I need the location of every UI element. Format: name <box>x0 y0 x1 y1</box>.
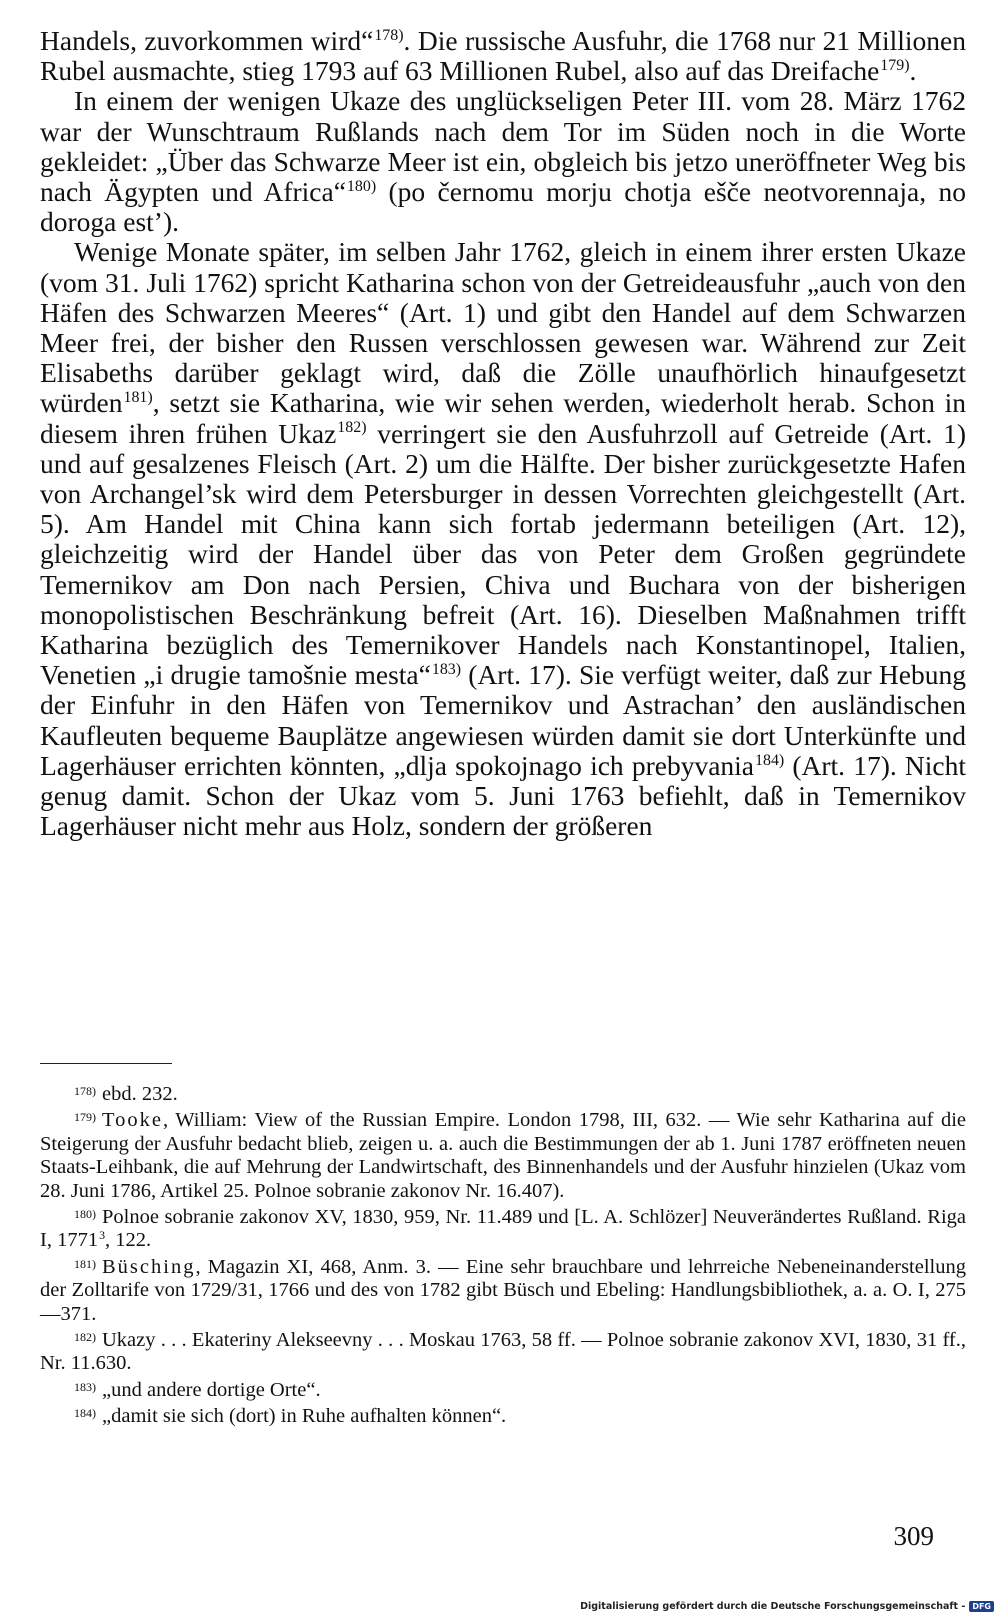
footnote-number: 180) <box>74 1207 96 1222</box>
footnote-ref: 179) <box>880 57 910 75</box>
text-run: Polnoe sobranie zakonov XV, 1830, 959, Nr. 11.489 und [L. A. Schlözer] Neuverändertes Rußland. Riga I, 1771 <box>40 1206 966 1252</box>
author-name: Tooke <box>102 1109 163 1132</box>
footnote <box>40 1253 966 1326</box>
text-run: , Magazin XI, 468, Anm. 3. — Eine sehr brauchbare und lehrreiche Nebeneinanderstellung der Zolltarife von 1729/31, 1766 und des von 1782 gibt Büsch und Ebeling: Handlungsbibliothek, a. a. O. I, 275—371. <box>40 1255 966 1325</box>
footnote <box>40 1106 966 1203</box>
footnote-ref: 3 <box>99 1227 106 1242</box>
text-run: Ukazy . . . Ekateriny Alekseevny . . . Moskau 1763, 58 ff. — Polnoe sobranie zakonov XVI, 1830, 31 ff., Nr. 11.630. <box>40 1329 966 1375</box>
footnote-ref: 184) <box>755 751 785 769</box>
text-run: ebd. 232. <box>102 1083 178 1105</box>
footnote <box>40 1203 966 1253</box>
text-run: „und andere dortige Orte“. <box>102 1378 321 1401</box>
text-run: , 122. <box>105 1229 152 1252</box>
text-run: . Die russische Ausfuhr, die 1768 nur 21 Millionen Rubel ausmachte, stieg 1793 auf 63 Millionen Rubel, also auf das Dreifache <box>40 25 966 87</box>
dfg-logo: DFG <box>969 1601 994 1612</box>
footnote <box>40 1080 966 1106</box>
text-run: In einem der wenigen Ukaze des unglückseligen Peter III. vom 28. März 1762 war der Wunschtraum Rußlands nach dem Tor im Süden noch in die Worte gekleidet: „Über das Schwarze Meer ist ein, obgleich bis jetzo uneröffneter Weg bis nach Ägypten und Africa“ <box>40 85 966 208</box>
footnote-number: 182) <box>74 1330 96 1345</box>
footnote-number: 178) <box>74 1084 96 1098</box>
footnote-divider <box>40 1063 172 1064</box>
text-run: (Art. 17). Sie verfügt weiter, daß zur Hebung der Einfuhr in den Häfen von Temernikov und Astrachan’ den ausländischen Kaufleuten bequeme Bauplätze angewiesen würden damit sie dort Unterkünfte und Lagerhäuser errichten könnten, „dlja spokojnago ich prebyvania <box>40 659 966 781</box>
text-run: „damit sie sich (dort) in Ruhe aufhalten können“. <box>102 1405 507 1428</box>
text-run: verringert sie den Ausfuhrzoll auf Getreide (Art. 1) und auf gesalzenes Fleisch (Art. 2) um die Hälfte. Der bisher zurückgesetzte Hafen von Archangel’sk wird dem Petersburger in dessen Vorrechten gleichgestellt (Art. 5). Am Handel mit China kann sich fortab jedermann beteiligen (Art. 12), gleichzeitig wird der Handel über das von Peter dem Großen gegründete Temernikov am Don nach Persien, Chiva und Buchara von der bisherigen monopolistischen Beschränkung befreit (Art. 16). Dieselben Maßnahmen trifft Katharina bezüglich des Temernikover Handels nach Konstantinopel, Italien, Venetien „i drugie tamošnie mesta“ <box>40 417 966 691</box>
digitization-credit <box>580 1599 994 1614</box>
footnote-ref: 182) <box>337 419 367 437</box>
footnote-ref: 181) <box>123 389 153 407</box>
text-run: . <box>909 55 917 87</box>
footnote-number: 181) <box>74 1256 96 1271</box>
footnote-number: 184) <box>74 1406 96 1421</box>
text-run: , William: View of the Russian Empire. London 1798, III, 632. — Wie sehr Katharina auf die Steigerung der Ausfuhr bedacht blieb, zeigen u. a. auch die Bestimmungen der ab 1. Juni 1787 eröffneten neuen Staats-Leihbank, die auf Mehrung der Landwirtschaft, des Binnenhandels und der Ausfuhr hinzielen (Ukaz vom 28. Juni 1786, Artikel 25. Polnoe sobranie zakonov Nr. 16.407). <box>40 1109 966 1202</box>
author-name: Büsching <box>102 1255 196 1278</box>
footnote-number: 183) <box>74 1379 96 1394</box>
footnotes <box>40 1080 966 1429</box>
paragraph <box>40 237 966 841</box>
text-run: (po černomu morju chotja ešče neotvorennaja, no doroga est’). <box>40 176 966 238</box>
footnote <box>40 1376 966 1402</box>
text-run: (Art. 17). Nicht genug damit. Schon der Ukaz vom 5. Juni 1763 befiehlt, daß in Temernikov Lagerhäuser nicht mehr aus Holz, sondern der größeren <box>40 749 966 842</box>
page-number: 309 <box>893 1521 934 1551</box>
footnote <box>40 1402 966 1428</box>
paragraph <box>40 26 966 86</box>
footnote-number: 179) <box>74 1110 96 1125</box>
text-run: Handels, zuvorkommen wird“ <box>40 25 374 56</box>
page-body <box>40 26 966 841</box>
footnote-ref: 183) <box>431 661 462 679</box>
credit-text: Digitalisierung gefördert durch die Deutsche Forschungsgemeinschaft - <box>580 1601 966 1612</box>
footnote-ref: 178) <box>374 26 404 44</box>
text-run: , setzt sie Katharina, wie wir sehen werden, wiederholt herab. Schon in diesem ihren frühen Ukaz <box>40 387 966 449</box>
footnote <box>40 1326 966 1376</box>
footnote-ref: 180) <box>346 177 377 195</box>
text-run: Wenige Monate später, im selben Jahr 1762, gleich in einem ihrer ersten Ukaze (vom 31. Juli 1762) spricht Katharina schon von der Getreideausfuhr „auch von den Häfen des Schwarzen Meeres“ (Art. 1) und gibt den Handel auf dem Schwarzen Meer frei, der bisher den Russen verschlossen gewesen war. Während zur Zeit Elisabeths darüber geklagt wird, daß die Zölle unaufhörlich hinaufgesetzt würden <box>40 236 966 419</box>
main-text <box>40 26 966 841</box>
paragraph <box>40 86 966 237</box>
